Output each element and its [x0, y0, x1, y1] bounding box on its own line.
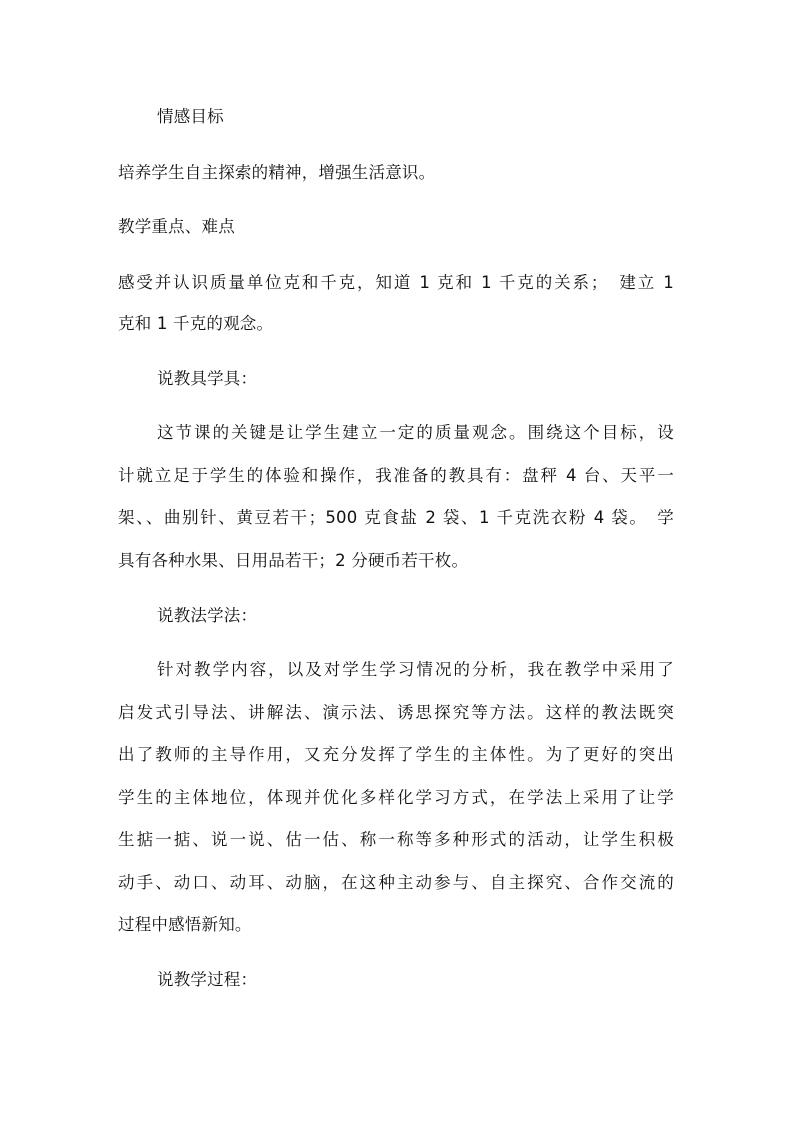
tools-paragraph-line: 架、、曲别针、黄豆若干；500 克食盐 2 袋、1 千克洗衣粉 4 袋。 学 — [118, 508, 674, 527]
methods-paragraph-line: 学生的主体地位，体现并优化多样化学习方式，在学法上采用了让学 — [118, 788, 674, 807]
methods-paragraph-line: 生掂一掂、说一说、估一估、称一称等多种形式的活动，让学生积极 — [118, 830, 674, 849]
methods-paragraph-line: 针对教学内容，以及对学生学习情况的分析，我在教学中采用了 — [157, 660, 674, 679]
process-heading: 说教学过程： — [157, 970, 258, 989]
tools-heading: 说教具学具： — [157, 369, 258, 388]
methods-paragraph-line: 启发式引导法、讲解法、演示法、诱思探究等方法。这样的教法既突 — [118, 703, 674, 722]
methods-heading: 说教法学法： — [157, 606, 258, 625]
methods-paragraph-line: 过程中感悟新知。 — [118, 915, 252, 934]
tools-paragraph-line: 计就立足于学生的体验和操作，我准备的教具有：盘秤 4 台、天平一 — [118, 466, 674, 485]
tools-paragraph-line: 具有各种水果、日用品若干；2 分硬币若干枚。 — [118, 551, 469, 570]
key-points-line: 感受并认识质量单位克和千克，知道 1 克和 1 千克的关系； 建立 1 — [118, 273, 674, 292]
emotion-goal-text: 培养学生自主探索的精神，增强生活意识。 — [118, 163, 436, 182]
key-points-line: 克和 1 千克的观念。 — [118, 314, 274, 333]
methods-paragraph-line: 出了教师的主导作用，又充分发挥了学生的主体性。为了更好的突出 — [118, 745, 674, 764]
emotion-goal-heading: 情感目标 — [157, 107, 224, 126]
tools-paragraph-line: 这节课的关键是让学生建立一定的质量观念。围绕这个目标，设 — [157, 423, 674, 442]
methods-paragraph-line: 动手、动口、动耳、动脑，在这种主动参与、自主探究、合作交流的 — [118, 873, 674, 892]
key-points-heading: 教学重点、难点 — [118, 217, 235, 236]
